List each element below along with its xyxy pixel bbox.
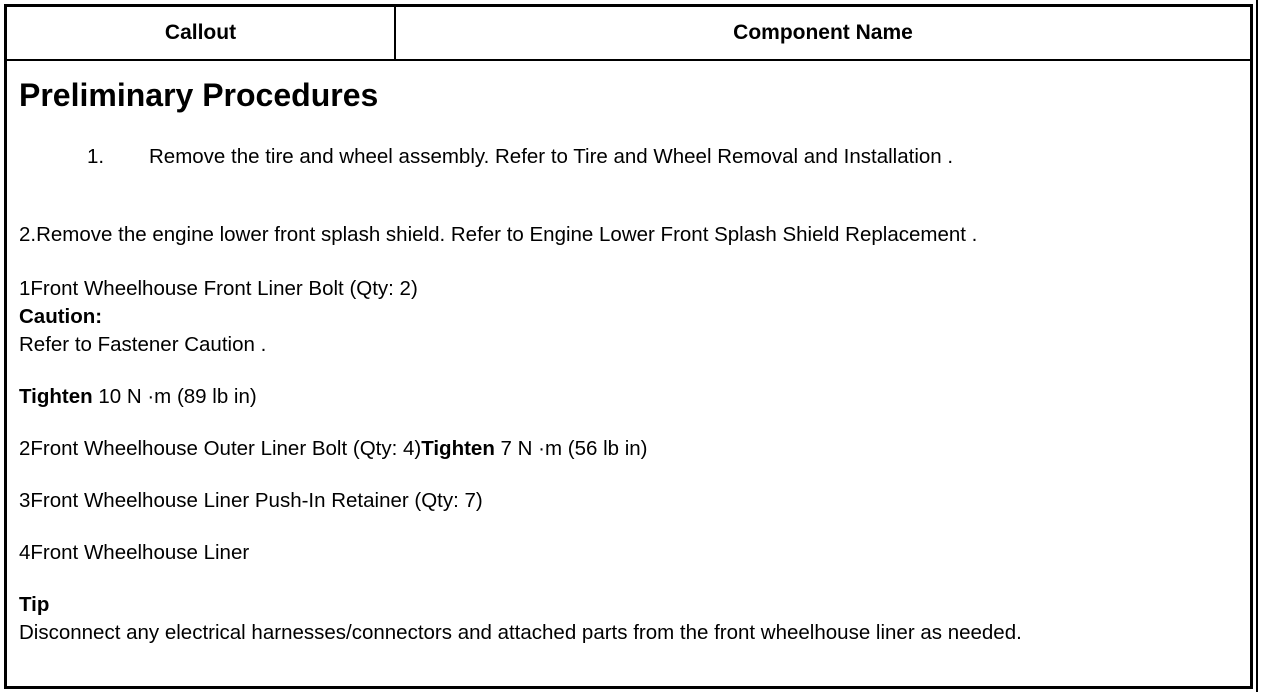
page-right-edge-line bbox=[1256, 0, 1258, 692]
item-1-tighten bbox=[19, 383, 1247, 411]
table-header-row bbox=[7, 7, 1250, 61]
header-component-name: Component Name bbox=[733, 21, 913, 44]
tip-label: Tip bbox=[19, 593, 50, 616]
item-2 bbox=[19, 435, 1247, 463]
tighten-label: Tighten bbox=[19, 385, 93, 408]
step-1-text: Remove the tire and wheel assembly. Refer to Tire and Wheel Removal and Installation . bbox=[149, 145, 954, 168]
procedure-table bbox=[4, 4, 1253, 689]
section-title: Preliminary Procedures bbox=[19, 77, 379, 113]
tighten-value: 10 N ·m (89 lb in) bbox=[92, 385, 257, 408]
header-callout: Callout bbox=[7, 7, 396, 59]
item-1-text: 1Front Wheelhouse Front Liner Bolt (Qty: 2) bbox=[19, 277, 418, 300]
item-3-text: 3Front Wheelhouse Liner Push-In Retainer (Qty: 7) bbox=[19, 489, 483, 512]
item-4-text: 4Front Wheelhouse Liner bbox=[19, 541, 250, 564]
caution-text: Refer to Fastener Caution . bbox=[19, 333, 267, 356]
step-1-number: 1. bbox=[87, 145, 105, 168]
step-1 bbox=[19, 143, 1247, 173]
caution-label: Caution: bbox=[19, 305, 103, 328]
table-body-cell bbox=[19, 61, 1247, 647]
tighten-label: Tighten bbox=[421, 437, 495, 460]
item-2-text: 2Front Wheelhouse Outer Liner Bolt (Qty: 4) bbox=[19, 437, 422, 460]
tighten-value: 7 N ·m (56 lb in) bbox=[494, 437, 648, 460]
tip-text: Disconnect any electrical harnesses/connectors and attached parts from the front wheelhouse liner as needed. bbox=[19, 621, 1022, 644]
step-2: 2.Remove the engine lower front splash shield. Refer to Engine Lower Front Splash Shield Replacement . bbox=[19, 223, 978, 246]
